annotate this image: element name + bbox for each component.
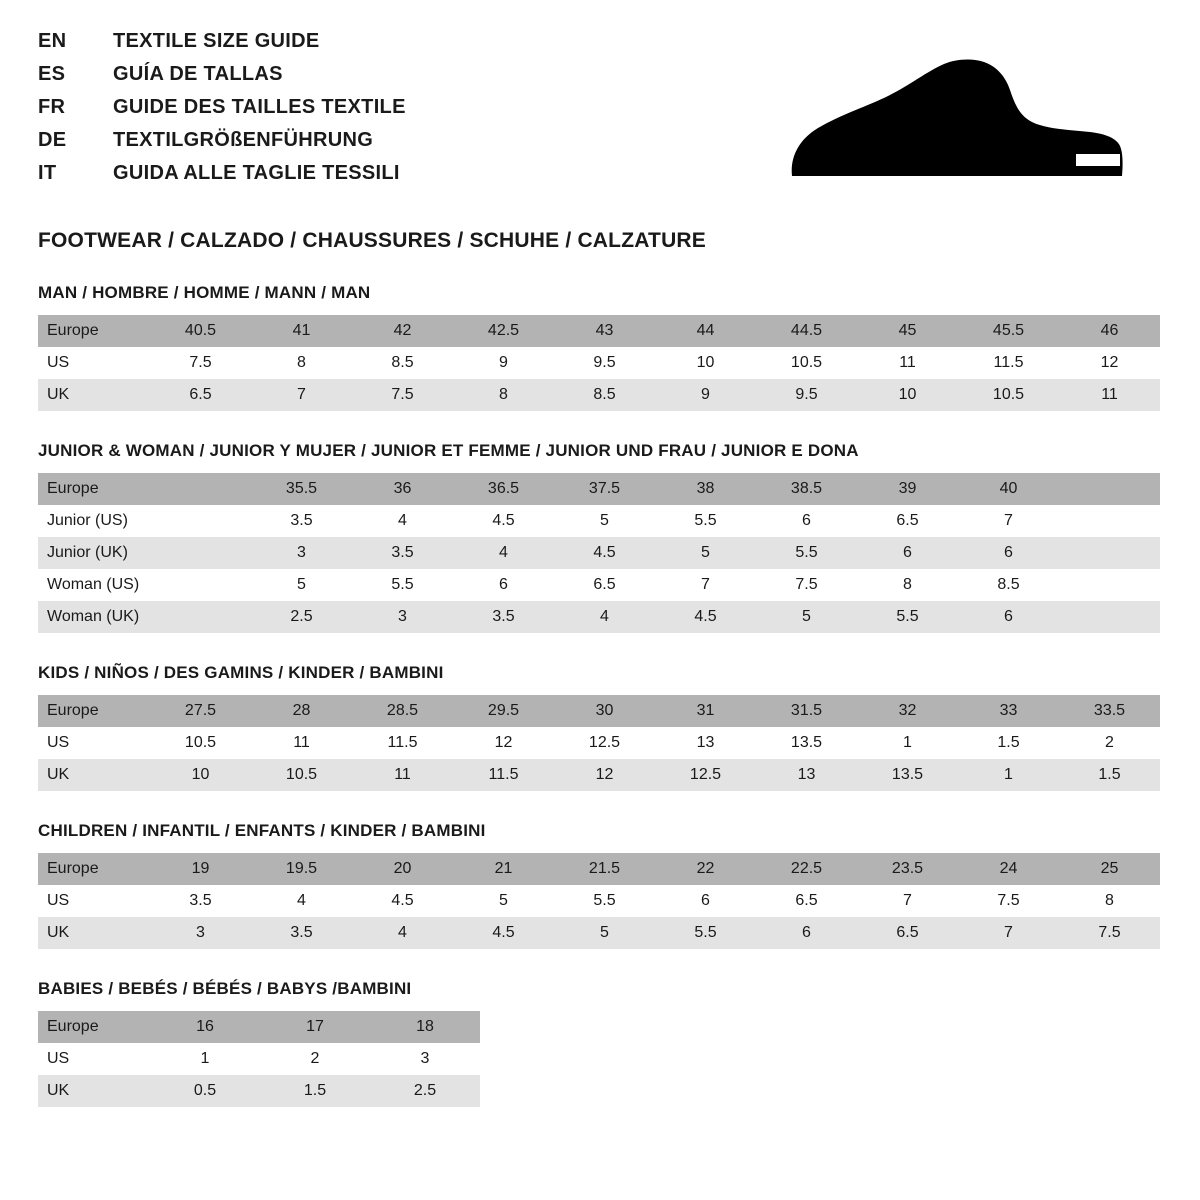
cell: 7.5 xyxy=(756,569,857,601)
cell: 7 xyxy=(251,379,352,411)
language-title: GUIDA ALLE TAGLIE TESSILI xyxy=(113,162,400,184)
row-label: UK xyxy=(38,1075,150,1107)
cell: 3 xyxy=(150,917,251,949)
cell: 7 xyxy=(655,569,756,601)
cell xyxy=(150,569,251,601)
cell: 2.5 xyxy=(251,601,352,633)
cell: 5 xyxy=(554,505,655,537)
cell: 7.5 xyxy=(958,885,1059,917)
size-table-junior-woman xyxy=(38,473,1160,633)
size-table-babies xyxy=(38,1011,480,1107)
cell: 3.5 xyxy=(251,917,352,949)
row-label: Junior (UK) xyxy=(38,537,150,569)
language-code: ES xyxy=(38,63,66,85)
cell: 4.5 xyxy=(453,505,554,537)
language-title: GUÍA DE TALLAS xyxy=(113,63,283,85)
cell: 11 xyxy=(1059,379,1160,411)
row-label: Europe xyxy=(38,315,150,347)
cell: 5 xyxy=(453,885,554,917)
block-title: MAN / HOMBRE / HOMME / MANN / MAN xyxy=(38,283,371,302)
row-label: Europe xyxy=(38,695,150,727)
cell xyxy=(150,537,251,569)
cell: 8 xyxy=(1059,885,1160,917)
cell: 38 xyxy=(655,473,756,505)
footwear-section-heading: FOOTWEAR / CALZADO / CHAUSSURES / SCHUHE / CALZATURE xyxy=(38,229,707,252)
cell: 13 xyxy=(756,759,857,791)
cell: 11 xyxy=(857,347,958,379)
cell: 32 xyxy=(857,695,958,727)
cell: 12 xyxy=(453,727,554,759)
cell: 5.5 xyxy=(756,537,857,569)
cell: 4.5 xyxy=(453,917,554,949)
cell: 39 xyxy=(857,473,958,505)
cell: 28.5 xyxy=(352,695,453,727)
cell: 2.5 xyxy=(370,1075,480,1107)
cell: 23.5 xyxy=(857,853,958,885)
cell: 5 xyxy=(756,601,857,633)
cell: 11.5 xyxy=(958,347,1059,379)
cell: 1.5 xyxy=(1059,759,1160,791)
cell xyxy=(1059,601,1160,633)
cell xyxy=(1059,537,1160,569)
cell: 17 xyxy=(260,1011,370,1043)
cell: 31.5 xyxy=(756,695,857,727)
cell: 3 xyxy=(251,537,352,569)
cell: 0.5 xyxy=(150,1075,260,1107)
table-row xyxy=(38,759,1160,791)
cell: 44 xyxy=(655,315,756,347)
cell: 35.5 xyxy=(251,473,352,505)
cell: 4.5 xyxy=(554,537,655,569)
cell: 4 xyxy=(453,537,554,569)
cell: 16 xyxy=(150,1011,260,1043)
block-title: BABIES / BEBÉS / BÉBÉS / BABYS /BAMBINI xyxy=(38,979,412,998)
cell: 5 xyxy=(554,917,655,949)
cell: 6.5 xyxy=(857,917,958,949)
cell xyxy=(1059,505,1160,537)
cell: 29.5 xyxy=(453,695,554,727)
cell: 36.5 xyxy=(453,473,554,505)
cell: 5.5 xyxy=(857,601,958,633)
table-row xyxy=(38,315,1160,347)
size-block-man xyxy=(38,283,1162,411)
row-label: Europe xyxy=(38,853,150,885)
cell: 5.5 xyxy=(554,885,655,917)
cell: 10.5 xyxy=(251,759,352,791)
block-title: CHILDREN / INFANTIL / ENFANTS / KINDER / BAMBINI xyxy=(38,821,486,840)
cell: 1.5 xyxy=(958,727,1059,759)
cell: 40.5 xyxy=(150,315,251,347)
cell: 8 xyxy=(453,379,554,411)
cell: 46 xyxy=(1059,315,1160,347)
cell: 18 xyxy=(370,1011,480,1043)
table-row xyxy=(38,885,1160,917)
block-title: JUNIOR & WOMAN / JUNIOR Y MUJER / JUNIOR ET FEMME / JUNIOR UND FRAU / JUNIOR E DONA xyxy=(38,441,859,460)
table-row xyxy=(38,379,1160,411)
cell: 7 xyxy=(958,505,1059,537)
row-label: US xyxy=(38,1043,150,1075)
row-label: Europe xyxy=(38,1011,150,1043)
language-code: EN xyxy=(38,30,67,52)
row-label: US xyxy=(38,727,150,759)
cell: 37.5 xyxy=(554,473,655,505)
cell: 6 xyxy=(756,917,857,949)
cell: 42.5 xyxy=(453,315,554,347)
cell: 3 xyxy=(370,1043,480,1075)
cell: 10 xyxy=(655,347,756,379)
cell: 38.5 xyxy=(756,473,857,505)
size-block-junior-woman xyxy=(38,441,1162,633)
row-label: UK xyxy=(38,759,150,791)
size-table-kids xyxy=(38,695,1160,791)
cell: 5 xyxy=(655,537,756,569)
cell: 1.5 xyxy=(260,1075,370,1107)
cell xyxy=(1059,569,1160,601)
cell xyxy=(1059,473,1160,505)
cell: 5 xyxy=(251,569,352,601)
cell: 4 xyxy=(554,601,655,633)
row-label: UK xyxy=(38,379,150,411)
cell: 41 xyxy=(251,315,352,347)
cell: 6 xyxy=(958,537,1059,569)
language-row xyxy=(38,63,406,96)
cell: 9.5 xyxy=(756,379,857,411)
row-label: UK xyxy=(38,917,150,949)
cell: 43 xyxy=(554,315,655,347)
table-row xyxy=(38,1075,480,1107)
cell: 6.5 xyxy=(554,569,655,601)
row-label: Junior (US) xyxy=(38,505,150,537)
cell: 11 xyxy=(352,759,453,791)
cell: 28 xyxy=(251,695,352,727)
row-label: US xyxy=(38,885,150,917)
cell: 1 xyxy=(150,1043,260,1075)
page-header xyxy=(38,30,1162,195)
cell: 11.5 xyxy=(453,759,554,791)
cell: 8.5 xyxy=(554,379,655,411)
cell: 10.5 xyxy=(150,727,251,759)
cell: 6.5 xyxy=(756,885,857,917)
table-row xyxy=(38,1043,480,1075)
cell: 36 xyxy=(352,473,453,505)
table-row xyxy=(38,727,1160,759)
cell: 6.5 xyxy=(150,379,251,411)
cell: 2 xyxy=(260,1043,370,1075)
cell: 13.5 xyxy=(857,759,958,791)
cell: 7.5 xyxy=(352,379,453,411)
shoe-illustration xyxy=(774,30,1162,183)
cell: 30 xyxy=(554,695,655,727)
cell: 33.5 xyxy=(1059,695,1160,727)
cell: 45.5 xyxy=(958,315,1059,347)
cell: 7.5 xyxy=(1059,917,1160,949)
cell: 4 xyxy=(352,505,453,537)
cell: 9 xyxy=(453,347,554,379)
size-block-babies xyxy=(38,979,1162,1107)
size-table-children xyxy=(38,853,1160,949)
cell: 7 xyxy=(958,917,1059,949)
cell: 4.5 xyxy=(352,885,453,917)
cell: 10.5 xyxy=(756,347,857,379)
cell: 6 xyxy=(655,885,756,917)
cell: 8.5 xyxy=(958,569,1059,601)
table-row xyxy=(38,917,1160,949)
cell: 10 xyxy=(857,379,958,411)
language-row xyxy=(38,30,406,63)
cell: 6.5 xyxy=(857,505,958,537)
cell: 2 xyxy=(1059,727,1160,759)
language-code: FR xyxy=(38,96,66,118)
cell: 3.5 xyxy=(150,885,251,917)
cell: 3.5 xyxy=(352,537,453,569)
table-row xyxy=(38,1011,480,1043)
cell: 6 xyxy=(958,601,1059,633)
cell: 24 xyxy=(958,853,1059,885)
cell: 7.5 xyxy=(150,347,251,379)
cell: 22.5 xyxy=(756,853,857,885)
cell: 42 xyxy=(352,315,453,347)
language-title: TEXTILGRÖßENFÜHRUNG xyxy=(113,129,374,151)
cell: 33 xyxy=(958,695,1059,727)
cell: 9 xyxy=(655,379,756,411)
cell: 7 xyxy=(857,885,958,917)
row-label: Europe xyxy=(38,473,150,505)
language-row xyxy=(38,129,406,162)
cell: 25 xyxy=(1059,853,1160,885)
cell: 21.5 xyxy=(554,853,655,885)
cell: 1 xyxy=(857,727,958,759)
cell: 12.5 xyxy=(554,727,655,759)
block-title: KIDS / NIÑOS / DES GAMINS / KINDER / BAMBINI xyxy=(38,663,444,682)
cell: 45 xyxy=(857,315,958,347)
cell: 3.5 xyxy=(453,601,554,633)
language-title: GUIDE DES TAILLES TEXTILE xyxy=(113,96,406,118)
row-label: Woman (US) xyxy=(38,569,150,601)
language-code: DE xyxy=(38,129,67,151)
cell: 21 xyxy=(453,853,554,885)
table-row xyxy=(38,695,1160,727)
cell: 11.5 xyxy=(352,727,453,759)
cell: 12 xyxy=(1059,347,1160,379)
size-block-children xyxy=(38,821,1162,949)
cell: 5.5 xyxy=(352,569,453,601)
cell: 9.5 xyxy=(554,347,655,379)
cell: 20 xyxy=(352,853,453,885)
table-row xyxy=(38,853,1160,885)
size-table-man xyxy=(38,315,1160,411)
cell: 8 xyxy=(251,347,352,379)
cell: 12 xyxy=(554,759,655,791)
cell: 40 xyxy=(958,473,1059,505)
language-title: TEXTILE SIZE GUIDE xyxy=(113,30,320,52)
cell: 27.5 xyxy=(150,695,251,727)
table-row xyxy=(38,505,1160,537)
cell: 3.5 xyxy=(251,505,352,537)
language-code: IT xyxy=(38,162,57,184)
cell: 6 xyxy=(453,569,554,601)
cell: 4.5 xyxy=(655,601,756,633)
cell: 5.5 xyxy=(655,505,756,537)
cell: 4 xyxy=(251,885,352,917)
cell: 10.5 xyxy=(958,379,1059,411)
cell: 19.5 xyxy=(251,853,352,885)
table-row xyxy=(38,537,1160,569)
cell: 3 xyxy=(352,601,453,633)
cell: 4 xyxy=(352,917,453,949)
table-row xyxy=(38,569,1160,601)
cell: 22 xyxy=(655,853,756,885)
cell: 19 xyxy=(150,853,251,885)
row-label: US xyxy=(38,347,150,379)
cell: 10 xyxy=(150,759,251,791)
table-row xyxy=(38,473,1160,505)
cell: 5.5 xyxy=(655,917,756,949)
cell xyxy=(150,473,251,505)
cell: 13 xyxy=(655,727,756,759)
cell: 12.5 xyxy=(655,759,756,791)
cell: 31 xyxy=(655,695,756,727)
language-row xyxy=(38,96,406,129)
table-row xyxy=(38,601,1160,633)
cell: 6 xyxy=(857,537,958,569)
cell: 13.5 xyxy=(756,727,857,759)
cell: 8 xyxy=(857,569,958,601)
cell: 1 xyxy=(958,759,1059,791)
size-block-kids xyxy=(38,663,1162,791)
row-label: Woman (UK) xyxy=(38,601,150,633)
language-row xyxy=(38,162,406,195)
language-title-list xyxy=(38,30,406,195)
cell: 8.5 xyxy=(352,347,453,379)
cell xyxy=(150,505,251,537)
cell: 44.5 xyxy=(756,315,857,347)
cell: 11 xyxy=(251,727,352,759)
table-row xyxy=(38,347,1160,379)
cell: 6 xyxy=(756,505,857,537)
cell xyxy=(150,601,251,633)
